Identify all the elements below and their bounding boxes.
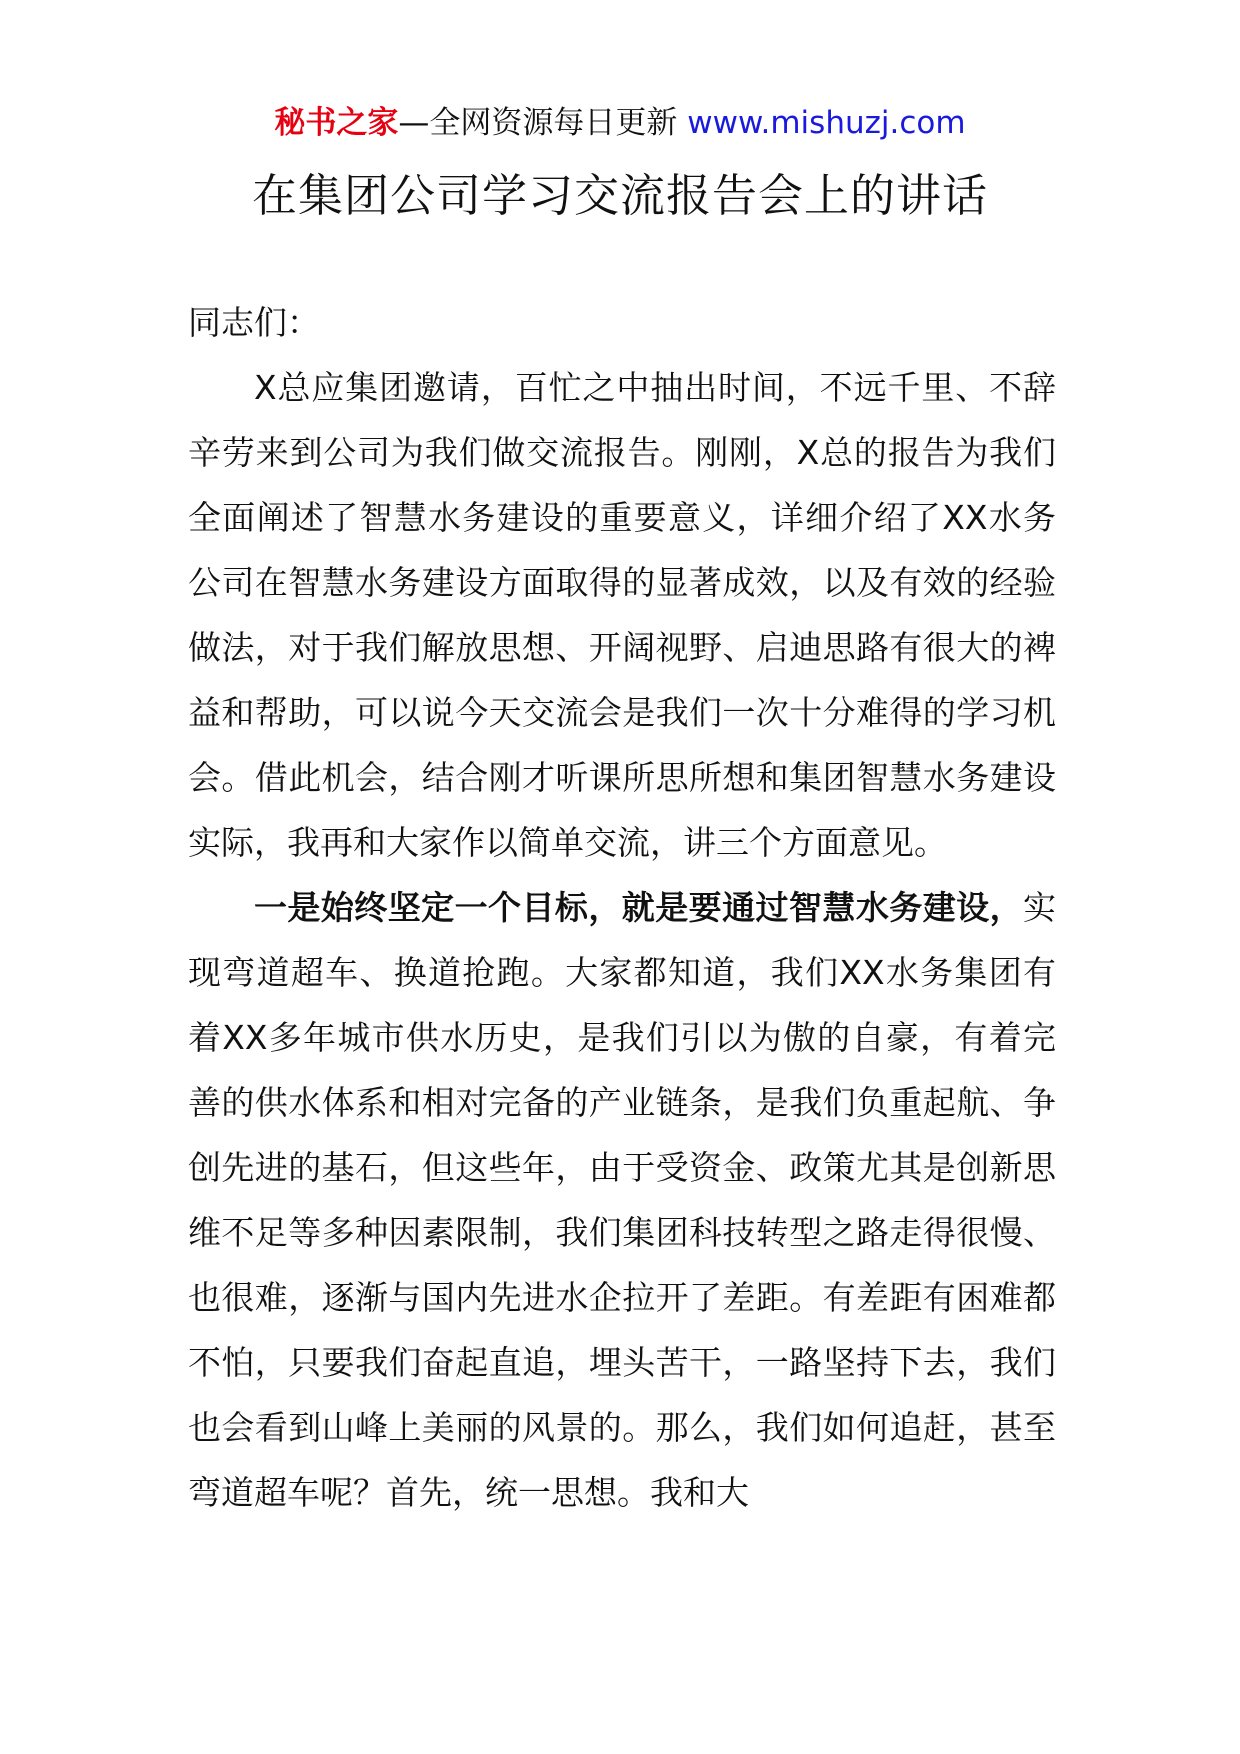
brand-name: 秘书之家 bbox=[274, 105, 399, 141]
paragraph-intro: X总应集团邀请，百忙之中抽出时间，不远千里、不辞辛劳来到公司为我们做交流报告。刚刚，X总的报告为我们全面阐述了智慧水务建设的重要意义，详细介绍了XX水务公司在智慧水务建设方面取得的显著成效，以及有效的经验做法，对于我们解放思想、开阔视野、启迪思路有很大的裨益和帮助，可以说今天交流会是我们一次十分难得的学习机会。借此机会，结合刚才听课所思所想和集团智慧水务建设实际，我再和大家作以简单交流，讲三个方面意见。 bbox=[188, 368, 1056, 862]
salutation: 同志们： bbox=[188, 303, 320, 342]
paragraph-first-point bbox=[188, 875, 1056, 1525]
site-url-link[interactable]: www.mishuzj.com bbox=[687, 105, 966, 141]
paragraph-lead-sentence: 一是始终坚定一个目标，就是要通过智慧水务建设， bbox=[254, 888, 1023, 927]
document-body bbox=[188, 290, 1056, 1525]
document-title: 在集团公司学习交流报告会上的讲话 bbox=[251, 169, 988, 222]
banner-tagline: —全网资源每日更新 bbox=[398, 105, 678, 141]
site-banner bbox=[0, 100, 1240, 146]
paragraph-continuation: 实现弯道超车、换道抢跑。大家都知道，我们XX水务集团有着XX多年城市供水历史，是我们引以为傲的自豪，有着完善的供水体系和相对完备的产业链条，是我们负重起航、争创先进的基石，但这些年，由于受资金、政策尤其是创新思维不足等多种因素限制，我们集团科技转型之路走得很慢、也很难，逐渐与国内先进水企拉开了差距。有差距有困难都不怕，只要我们奋起直追，埋头苦干，一路坚持下去，我们也会看到山峰上美丽的风景的。那么，我们如何追赶，甚至弯道超车呢？首先，统一思想。我和大 bbox=[188, 888, 1056, 1512]
